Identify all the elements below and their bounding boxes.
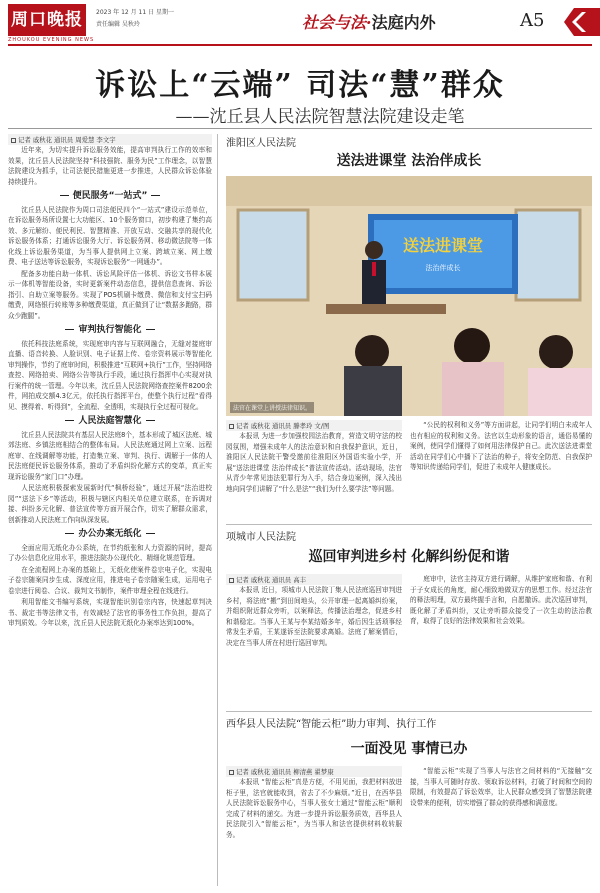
- headline-rule: [8, 128, 592, 129]
- paragraph: 利用智能文书编写系统，实现智能识别卷宗内容，快速起草判决书、裁定书等法律文书，有效减轻了法官的事务性工作负担，提高了审判质效。今年以来，沈丘县人民法院无纸化办案率达到100%。: [8, 598, 212, 627]
- article2-body-right: 庭审中，法官主持双方进行调解，从维护家庭和谐、有利于子女成长的角度，耐心细致地做双方的思想工作。经过法官的释法明理，双方最终握手言和，自愿撤诉。此次巡回审判，既化解了矛盾纠纷，又让旁听群众接受了一次生动的法治教育，取得了良好的法律效果和社会效果。: [410, 575, 592, 625]
- article2-right: [410, 574, 592, 708]
- article1-left: [226, 420, 402, 523]
- masthead: [0, 0, 600, 56]
- classroom-board-subtext: 法治伴成长: [425, 264, 461, 272]
- intro-paragraph: 近年来，为切实提升诉讼服务效能，提高审判执行工作的效率和效果，沈丘县人民法院坚持“科技强院、服务为民”工作理念，以智慧法院建设为抓手，让司法便民措施更进一步推进，人民群众诉讼体验持续提升。: [8, 146, 212, 186]
- page-marker-icon: [560, 8, 600, 36]
- page-number: A5: [520, 10, 545, 31]
- article3-body-left: 本报讯 “智能云柜”真是方便，不用见面，我把材料放进柜子里，法官就能收到，省去了不少麻烦。”近日，在西华县人民法院诉讼服务中心，当事人张女士通过“智能云柜”顺利完成了材料的递交。为进一步提升诉讼服务质效，西华县人民法院引入“智能云柜”，为当事人和法官提供材料收转服务。: [226, 778, 402, 839]
- subtitle-paperless: 办公办案无纸化: [8, 529, 212, 540]
- paragraph: 人民法庭积极探索发展新时代“枫桥经验”，通过开展“法治进校园”“送法下乡”等活动，积极与辖区内相关单位建立联系，在诉调对接、纠纷多元化解、普法宣传等方面开展合作，切实了解群众需求，创新推动人民法庭工作向纵深发展。: [8, 484, 212, 524]
- section-title: [302, 10, 436, 33]
- article2-court: 项城市人民法院: [226, 532, 296, 543]
- main-headline: 诉讼上“云端” 司法“慧”群众: [95, 68, 505, 103]
- newspaper-logo-subtitle: ZHOUKOU EVENING NEWS: [8, 37, 95, 43]
- paragraph: 沈丘县人民法院共有基层人民法庭8个，基本形成了城区法庭、城郊法庭、乡镇法庭相结合的整体布局。人民法庭通过网上立案、远程庭审、在线调解等功能，打造集立案、审判、执行、调解于一体的人民法庭便民诉讼服务体系，推动了矛盾纠纷化解方式的变革，真正实现诉讼服务“家门口”办理。: [8, 430, 212, 481]
- article3-title: 一面没见 事情已办: [350, 741, 468, 757]
- article1-byline: 记者 戚秋花 通讯员 滕孝玲 文/图: [226, 420, 402, 431]
- paragraph: 依托科技法庭系统，实现庭审内容与互联网融合，无缝对接庭审直播、语音转换、人脸识别、电子证据上传、卷宗资料展示等智能化审判操作，节约了庭审时间，积极推进“互联网+执行”工作，坚持网络查控、网络拍卖、网络公告等执行手段，通过执行指挥中心实现对执行案件的统一管理。今年以来，沈丘县人民法院网络查控案件8200余件，网拍成交额4.3亿元，依托执行指挥平台，使整个执行过程“看得见、摸得着、听得到”，全流程、全透明，实现执行全过程可视化。: [8, 339, 212, 411]
- paragraph: 全面应用无纸化办公系统，在节约纸张和人力资源的同时，提高了办公信息化应用水平，推进法院办公现代化、精细化规范管理。: [8, 543, 212, 562]
- divider-article1: [226, 524, 592, 525]
- article1-body-right: “公民的权利和义务”等方面讲起，让同学们明白未成年人也有相应的权利和义务。法官以生动形象的语言，通俗易懂的案例，使同学们懂得了如何用法律保护自己。此次送法进课堂活动在同学们心中播下了法治的种子，将安全防范、自我保护等知识传递给同学们，促进了未成年人健康成长。: [410, 421, 592, 471]
- article3-right: [410, 766, 592, 882]
- article1-court: 淮阳区人民法院: [226, 138, 296, 149]
- article3-court: 西华县人民法院“智能云柜”助力审判、执行工作: [226, 719, 437, 730]
- article2-byline: 记者 戚秋花 通讯员 高丰: [226, 574, 402, 585]
- editors: 责任编辑 吴秋玲: [96, 21, 140, 28]
- article1-title: 送法进课堂 法治伴成长: [336, 153, 482, 169]
- section-prefix: 社会与法·: [302, 13, 372, 32]
- article2-title: 巡回审判进乡村 化解纠纷促和谐: [308, 549, 510, 565]
- paragraph: 配备多功能自助一体机、诉讼风险评估一体机、诉讼文书样本展示一体机等智能设备，实时更新案件动态信息，提供信息查询、诉讼指引、自助立案等服务。实现了POS机刷卡缴费、微信和支付宝扫码缴费，网络银行转账等多种缴费渠道，真正做到了让“数据多跑路，群众少跑腿”。: [8, 269, 212, 320]
- classroom-photo-image: [226, 176, 592, 416]
- photo-caption: 法官在课堂上讲授法律知识。: [230, 402, 314, 413]
- article3-left: [226, 766, 402, 881]
- classroom-board-text: 送法进课堂: [402, 236, 484, 255]
- subtitle-convenience: 便民服务“一站式”: [8, 191, 212, 202]
- paragraph: 在全流程网上办案的基础上，无纸化使案件卷宗电子化，实现电子卷宗随案同步生成、深度应用，推进电子卷宗随案生成，运用电子卷宗进行阅卷、合议、裁判文书制作，案件审理全程在线进行。: [8, 565, 212, 595]
- column-divider: [217, 134, 218, 886]
- main-article-byline: 记者 戚秋花 通讯员 周爱慧 李文宇: [8, 134, 212, 145]
- main-article-body: [8, 145, 212, 630]
- main-article: [8, 134, 212, 886]
- subtitle-tribunal: 人民法庭智慧化: [8, 416, 212, 427]
- article1-right: [410, 420, 592, 524]
- classroom-photo: [226, 176, 592, 416]
- divider-article2: [226, 711, 592, 712]
- article3-byline: 记者 戚秋花 通讯员 柳清燕 翟梦康: [226, 766, 402, 777]
- subtitle-intelligence: 审判执行智能化: [8, 325, 212, 336]
- newspaper-logo: 周口晚报: [8, 4, 86, 36]
- article2-body-left: 本报讯 近日，项城市人民法院丁集人民法庭巡回审判进乡村，将法庭“搬”到田间地头，公开审理一起离婚纠纷案，并组织附近群众旁听，以案释法，传播法治理念，促进乡村和谐稳定。当事人王某与李某结婚多年，婚后因生活琐事经常发生矛盾，王某遂诉至法院要求离婚。法庭了解案情后，决定在当事人所在村进行巡回审判。: [226, 586, 402, 647]
- main-subhead: ——沈丘县人民法院智慧法院建设走笔: [175, 107, 465, 127]
- paragraph: 沈丘县人民法院作为周口司法便民四个“一站式”建设示范单位，在诉讼服务场所设置七大功能区、10个服务窗口，初步构建了集约高效、多元解纷、便民利民、智慧精准、开放互动、交融共享的现代化诉讼服务体系；打通诉讼服务大厅、诉讼服务网、移动微法院等一体化线上诉讼服务渠道，为当事人提供网上立案、跨域立案、网上缴费、电子送达等诉讼服务，实现诉讼服务“一网通办”。: [8, 205, 212, 266]
- masthead-rule: [8, 44, 592, 46]
- article1-body-left: 本报讯 为进一步加强校园法治教育，营造文明守法的校园氛围，增强未成年人的法治意识和自我保护意识，近日，淮阳区人民法院干警受邀前往淮阳区外国语实验小学，开展“送法进课堂 法治伴成长”普法宣传活动。活动现场，法官从青少年常见违法犯罪行为入手，结合身边案例，深入浅出地向同学们讲解了“什么是法”“我们为什么要学法”等问题。: [226, 432, 402, 493]
- article2-left: [226, 574, 402, 709]
- issue-date: 2023 年 12 月 11 日 星期一: [96, 9, 174, 16]
- section-name: 法庭内外: [371, 13, 436, 32]
- section-header: [298, 4, 600, 40]
- article3-body-right: “智能云柜”实现了当事人与法官之间材料的“无接触”交接，当事人可随时存放、领取诉讼材料，打破了时间和空间的限制，有效提高了诉讼效率，让人民群众感受到了智慧法院建设带来的便利，切实增强了群众的获得感和满意度。: [410, 767, 592, 807]
